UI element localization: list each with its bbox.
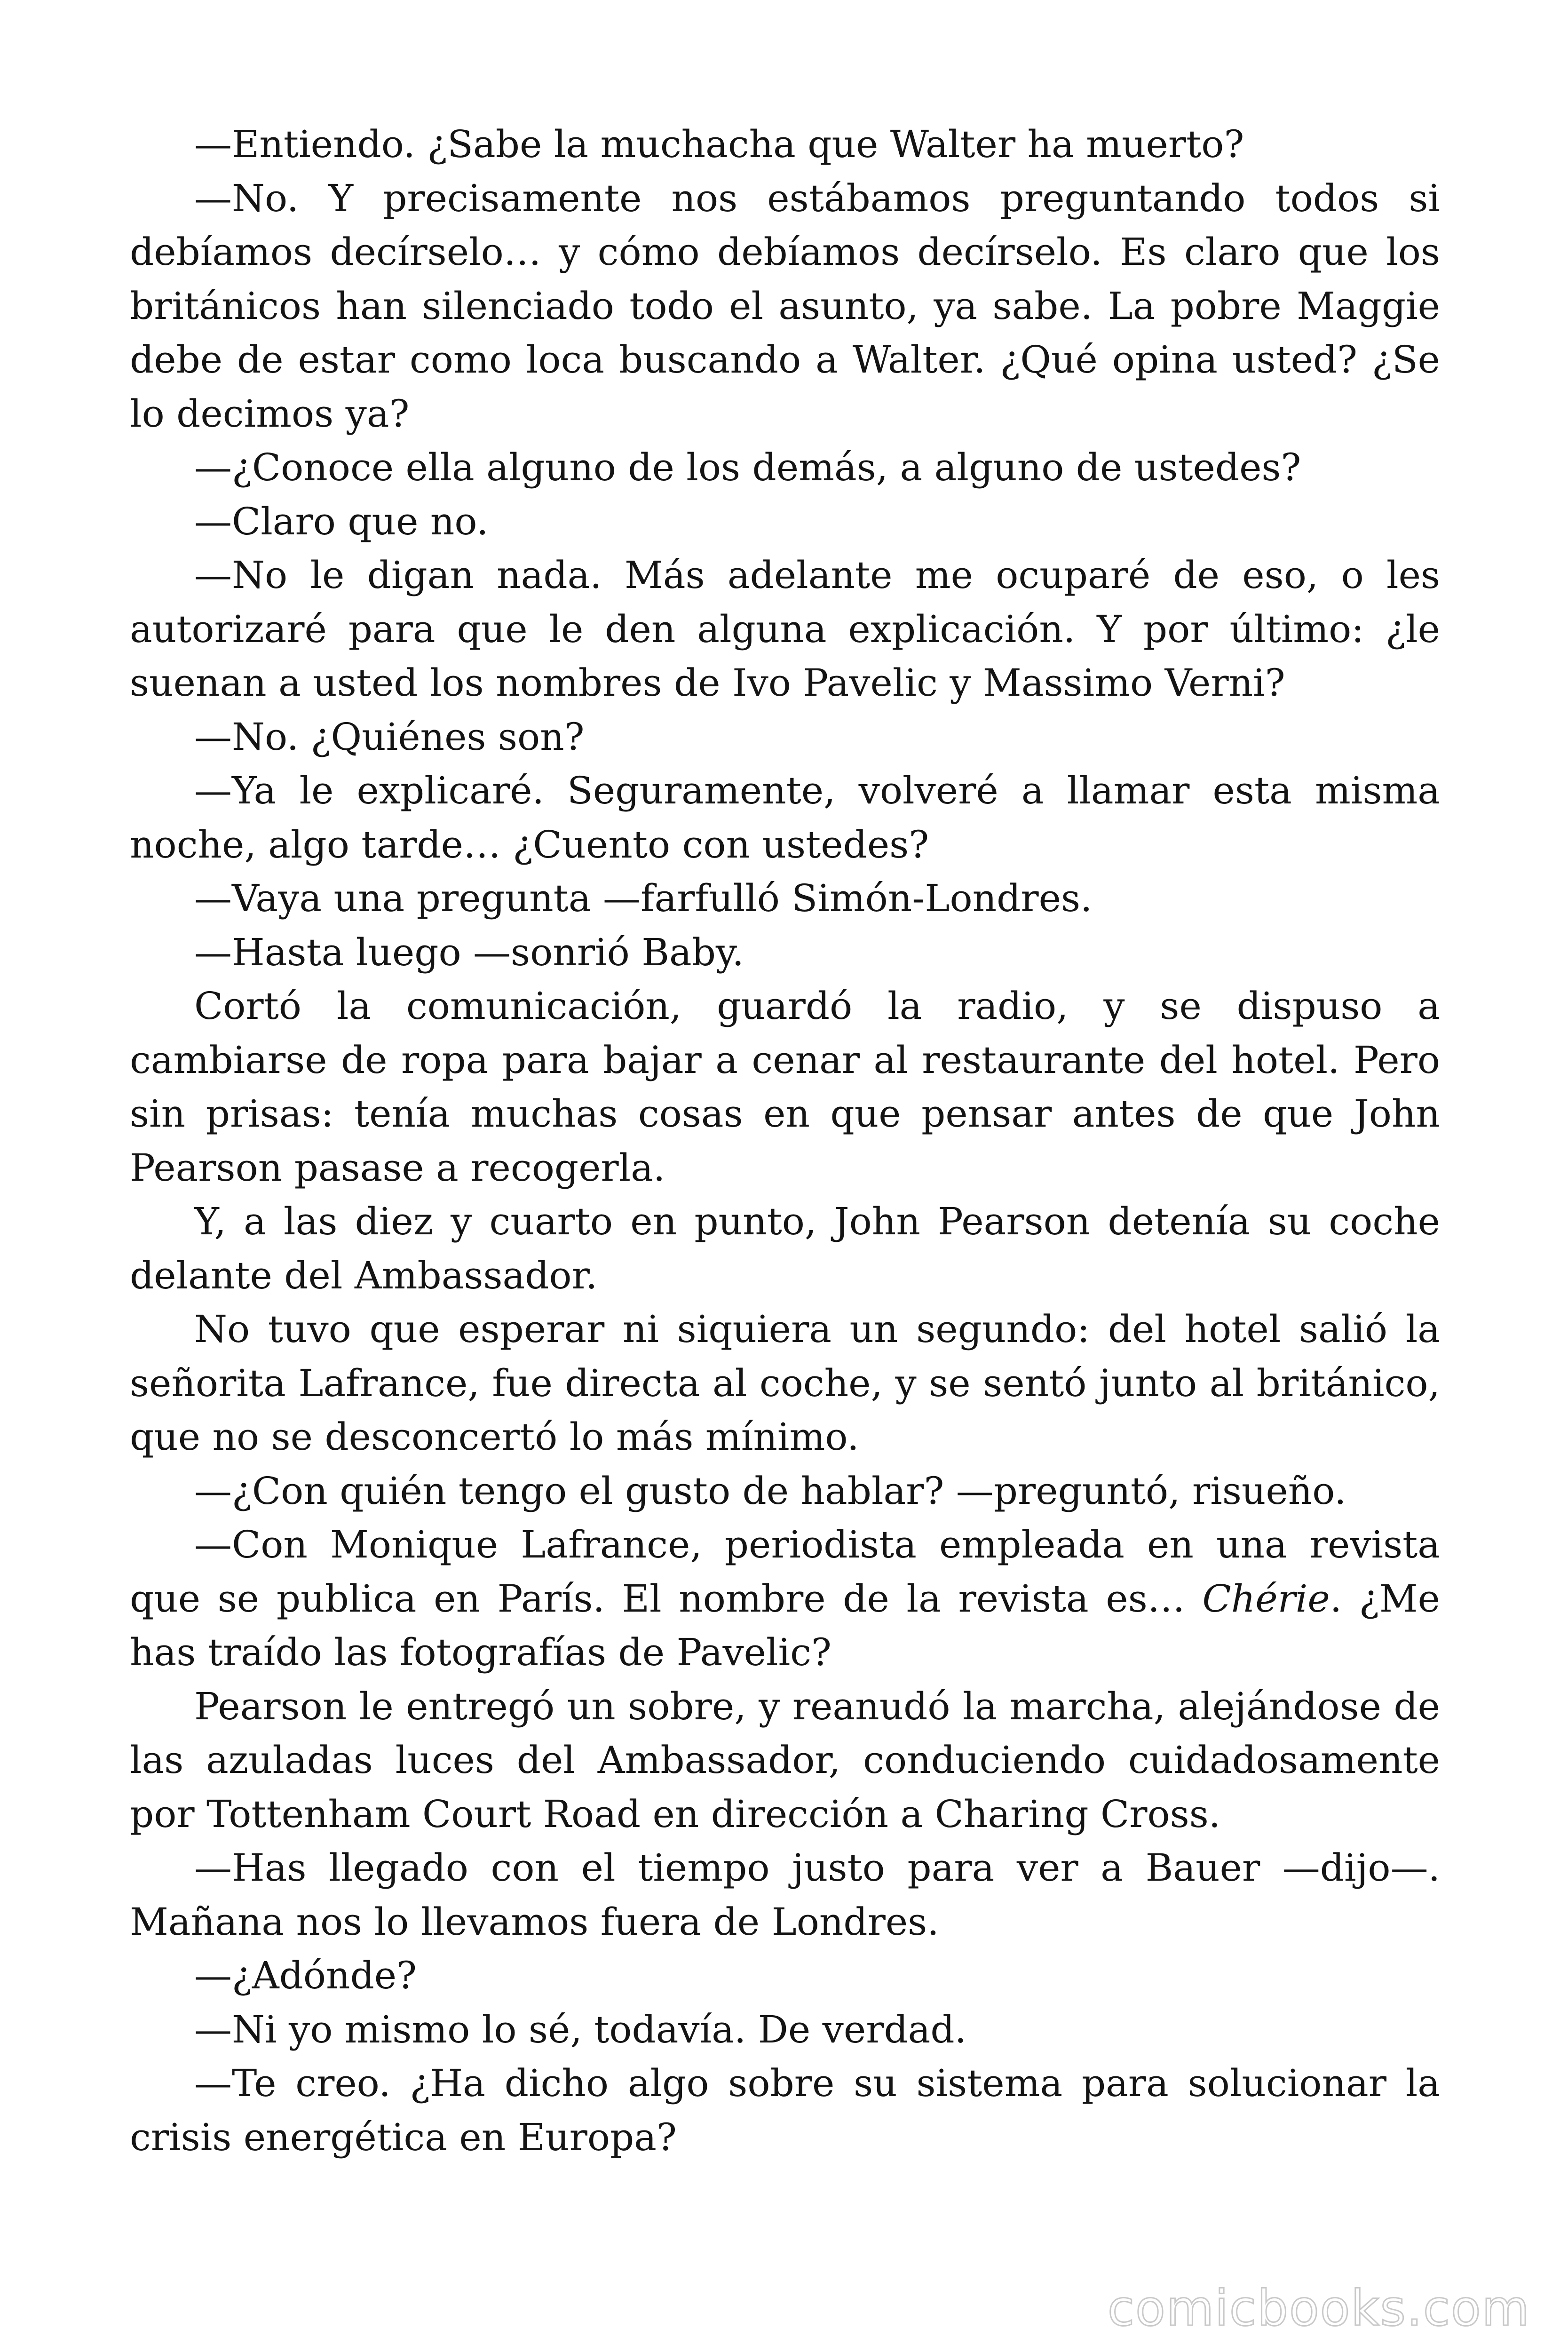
paragraph: —No. ¿Quiénes son? <box>194 715 585 759</box>
magazine-title: Chérie <box>1202 1576 1330 1621</box>
paragraph-text: . ¿Me has traído las fotografías de Pavelic? <box>130 1576 1440 1674</box>
paragraph-magazine-name <box>130 1518 1440 1680</box>
paragraph: —Entiendo. ¿Sabe la muchacha que Walter ha muerto? <box>194 122 1244 166</box>
paragraph: —No. Y precisamente nos estábamos preguntando todos si debíamos decírselo… y cómo debíamos decírselo. Es claro que los británicos han silenciado todo el asunto, ya sabe. La pobre Maggie debe de estar como loca buscando a Walter. ¿Qué opina usted? ¿Se lo decimos ya? <box>130 176 1440 436</box>
paragraph: Y, a las diez y cuarto en punto, John Pearson detenía su coche delante del Ambassador. <box>130 1200 1440 1297</box>
paragraph: No tuvo que esperar ni siquiera un segundo: del hotel salió la señorita Lafrance, fue directa al coche, y se sentó junto al británico, que no se desconcertó lo más mínimo. <box>130 1307 1440 1459</box>
paragraph: —No le digan nada. Más adelante me ocuparé de eso, o les autorizaré para que le den alguna explicación. Y por último: ¿le suenan a usted los nombres de Ivo Pavelic y Massimo Verni? <box>130 553 1440 705</box>
paragraph: —Ya le explicaré. Seguramente, volveré a llamar esta misma noche, algo tarde… ¿Cuento con ustedes? <box>130 769 1440 866</box>
paragraph: —¿Conoce ella alguno de los demás, a alguno de ustedes? <box>194 445 1301 489</box>
paragraph: Pearson le entregó un sobre, y reanudó la marcha, alejándose de las azuladas luces del Ambassador, conduciendo cuidadosamente por Tottenham Court Road en dirección a Charing Cross. <box>130 1684 1440 1836</box>
paragraph: —¿Adónde? <box>194 1954 417 1997</box>
paragraph: —Vaya una pregunta —farfulló Simón-Londres. <box>194 876 1093 920</box>
paragraph: —Has llegado con el tiempo justo para ver a Bauer —dijo—. Mañana nos lo llevamos fuera de Londres. <box>130 1846 1440 1944</box>
paragraph: —¿Con quién tengo el gusto de hablar? —preguntó, risueño. <box>194 1469 1346 1513</box>
body-text <box>130 118 1440 2164</box>
paragraph: Cortó la comunicación, guardó la radio, y se dispuso a cambiarse de ropa para bajar a cenar al restaurante del hotel. Pero sin prisas: tenía muchas cosas en que pensar antes de que John Pearson pasase a recogerla. <box>130 984 1440 1190</box>
paragraph: —Ni yo mismo lo sé, todavía. De verdad. <box>194 2007 966 2051</box>
watermark: comicbooks.com <box>1107 2280 1530 2337</box>
paragraph: —Hasta luego —sonrió Baby. <box>194 930 744 974</box>
paragraph: —Te creo. ¿Ha dicho algo sobre su sistema para solucionar la crisis energética en Europa? <box>130 2061 1440 2159</box>
paragraph-text: —Con Monique Lafrance, periodista empleada en una revista que se publica en París. El nombre de la revista es… <box>130 1523 1440 1621</box>
paragraph: —Claro que no. <box>194 499 489 543</box>
